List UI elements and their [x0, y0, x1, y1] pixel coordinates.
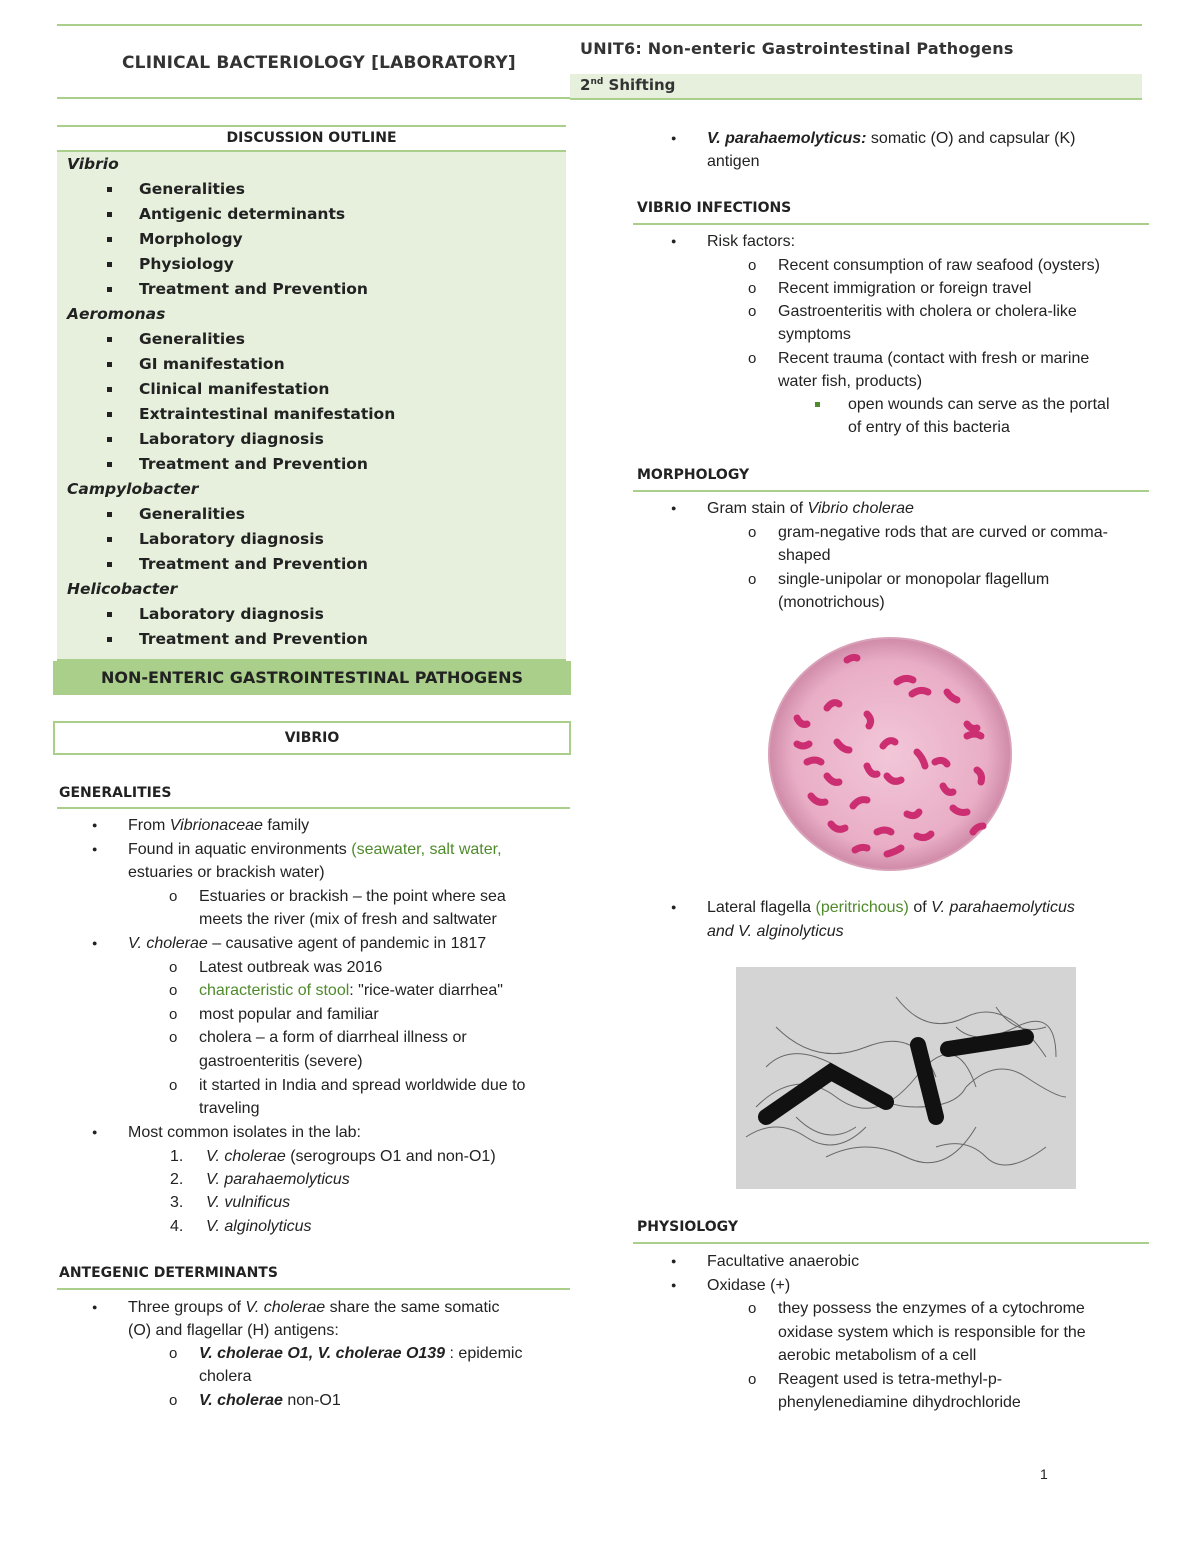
gen-sub-cholera: o cholera – a form of diarrheal illness or [199, 1026, 467, 1050]
outline-section-vibrio: Vibrio [67, 155, 119, 173]
flagella-micrograph [736, 967, 1076, 1189]
phys-anaerobic: ● Facultative anaerobic [707, 1250, 859, 1274]
risk-item: o Recent trauma (contact with fresh or marine [778, 347, 1089, 371]
gram-stain-micrograph [767, 636, 1013, 872]
risk-item: o Gastroenteritis with cholera or cholera-like [778, 300, 1077, 324]
outline-item: Treatment and Prevention [57, 277, 566, 302]
antigenic-bullet-cont: (O) and flagellar (H) antigens: [128, 1322, 339, 1339]
phys-sub-reagent-cont: phenylenediamine dihydrochloride [778, 1394, 1021, 1411]
outline-item: Generalities [57, 502, 566, 527]
phys-sub-reagent: o Reagent used is tetra-methyl-p- [778, 1368, 1002, 1392]
outline-item: Morphology [57, 227, 566, 252]
outline-item: Laboratory diagnosis [57, 427, 566, 452]
vibrio-heading-box: VIBRIO [53, 721, 571, 755]
header-top-line [57, 24, 1142, 26]
generalities-line [57, 807, 570, 809]
outline-item: Antigenic determinants [57, 202, 566, 227]
gen-sub-india: o it started in India and spread worldwide due to [199, 1074, 525, 1098]
outline-item: Treatment and Prevention [57, 452, 566, 477]
header-bottom-line [57, 97, 570, 99]
phys-sub-enzymes-cont: aerobic metabolism of a cell [778, 1347, 977, 1364]
isolate-item: 2. V. parahaemolyticus [170, 1171, 350, 1188]
outline-section-aeromonas: Aeromonas [67, 305, 166, 323]
gram-sub-flagellum: o single-unipolar or monopolar flagellum [778, 568, 1049, 592]
discussion-outline [57, 125, 566, 661]
infections-line [633, 223, 1149, 225]
morphology-heading: MORPHOLOGY [637, 467, 750, 483]
outline-item: Extraintestinal manifestation [57, 402, 566, 427]
page-number: 1 [1040, 1466, 1048, 1482]
antigenic-sub-epidemic-cont: cholera [199, 1368, 252, 1385]
risk-item-cont: water fish, products) [778, 373, 923, 390]
isolate-item: 4. V. alginolyticus [170, 1218, 312, 1235]
antigenic-line [57, 1288, 570, 1290]
antigenic-bullet: ● Three groups of V. cholerae share the same somatic [128, 1296, 499, 1320]
phys-sub-enzymes-cont: oxidase system which is responsible for the [778, 1324, 1086, 1341]
physiology-heading: PHYSIOLOGY [637, 1219, 738, 1235]
wound-note-cont: of entry of this bacteria [848, 419, 1010, 436]
outline-title: DISCUSSION OUTLINE [57, 127, 566, 152]
gen-sub-estuaries-cont: meets the river (mix of fresh and saltwater [199, 911, 497, 928]
outline-item: GI manifestation [57, 352, 566, 377]
wound-note: open wounds can serve as the portal [848, 393, 1110, 417]
gen-sub-stool: o characteristic of stool: "rice-water diarrhea" [199, 979, 503, 1003]
gen-sub-estuaries: o Estuaries or brackish – the point where sea [199, 885, 506, 909]
generalities-heading: GENERALITIES [59, 785, 172, 801]
phys-sub-enzymes: o they possess the enzymes of a cytochrome [778, 1297, 1085, 1321]
lateral-flagella-cont: and V. alginolyticus [707, 923, 844, 940]
gen-bullet-aquatic: ● Found in aquatic environments (seawater, salt water, [128, 838, 502, 862]
morphology-line [633, 490, 1149, 492]
antigenic-sub-epidemic: o V. cholerae O1, V. cholerae O139 : epidemic [199, 1342, 522, 1366]
phys-oxidase: ● Oxidase (+) [707, 1274, 790, 1298]
physiology-line [633, 1242, 1149, 1244]
outline-item: Generalities [57, 177, 566, 202]
gram-sub-flagellum-cont: (monotrichous) [778, 594, 885, 611]
gen-sub-india-cont: traveling [199, 1100, 260, 1117]
antigenic-sub-nono1: o V. cholerae non-O1 [199, 1389, 341, 1413]
gen-sub-cholera-cont: gastroenteritis (severe) [199, 1053, 363, 1070]
outline-item: Treatment and Prevention [57, 627, 566, 652]
lateral-flagella: ● Lateral flagella (peritrichous) of V. parahaemolyticus [707, 896, 1075, 920]
outline-section-helicobacter: Helicobacter [67, 580, 178, 598]
outline-item: Generalities [57, 327, 566, 352]
risk-item: o Recent consumption of raw seafood (oysters) [778, 254, 1100, 278]
infections-heading: VIBRIO INFECTIONS [637, 200, 792, 216]
gram-sub-rods-cont: shaped [778, 547, 831, 564]
outline-item: Laboratory diagnosis [57, 527, 566, 552]
outline-item: Physiology [57, 252, 566, 277]
unit-title: UNIT6: Non-enteric Gastrointestinal Pathogens [580, 39, 1014, 58]
isolate-item: 1. V. cholerae (serogroups O1 and non-O1) [170, 1148, 496, 1165]
gen-bullet-isolates: ● Most common isolates in the lab: [128, 1121, 361, 1145]
outline-item: Treatment and Prevention [57, 552, 566, 577]
gen-bullet-cholerae: ● V. cholerae – causative agent of pandemic in 1817 [128, 932, 486, 956]
parahaem-antigen: ● V. parahaemolyticus: somatic (O) and capsular (K) [707, 127, 1075, 151]
outline-section-campylobacter: Campylobacter [67, 480, 199, 498]
course-title: CLINICAL BACTERIOLOGY [LABORATORY] [122, 53, 516, 73]
antigenic-heading: ANTEGENIC DETERMINANTS [59, 1265, 278, 1281]
risk-item-cont: symptoms [778, 326, 851, 343]
gram-sub-rods: o gram-negative rods that are curved or comma- [778, 521, 1108, 545]
risk-item: o Recent immigration or foreign travel [778, 277, 1031, 301]
gen-sub-outbreak: o Latest outbreak was 2016 [199, 956, 382, 980]
gram-stain: ● Gram stain of Vibrio cholerae [707, 497, 914, 521]
parahaem-antigen-cont: antigen [707, 153, 760, 170]
section-banner: NON-ENTERIC GASTROINTESTINAL PATHOGENS [53, 661, 571, 695]
risk-factors: ● Risk factors: [707, 230, 795, 254]
isolate-item: 3. V. vulnificus [170, 1194, 291, 1211]
shift-label: 2nd Shifting [580, 76, 676, 94]
gen-sub-popular: o most popular and familiar [199, 1003, 379, 1027]
gen-bullet-family: ● From Vibrionaceae family [128, 814, 309, 838]
outline-item: Laboratory diagnosis [57, 602, 566, 627]
outline-item: Clinical manifestation [57, 377, 566, 402]
gen-bullet-aquatic-cont: estuaries or brackish water) [128, 864, 325, 881]
